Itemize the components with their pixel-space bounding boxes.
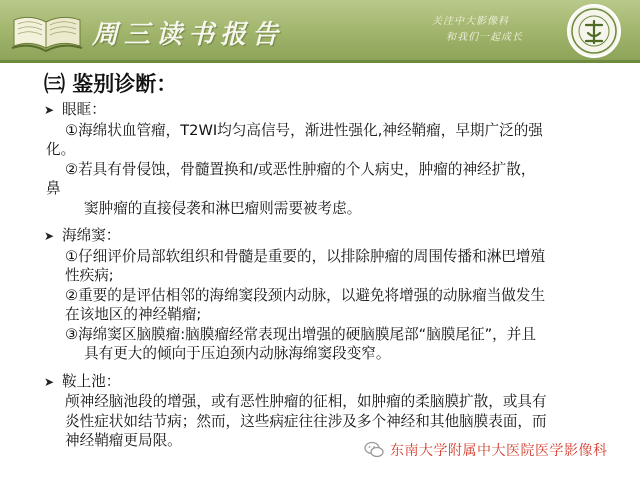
suprasellar-line1: 颅神经脑池段的增强，或有恶性肿瘤的征相，如肿瘤的柔脑膜扩散，或具有 — [65, 393, 547, 410]
orbit-item2-line-b: 鼻 — [46, 180, 61, 197]
banner-slogan-line1: 关注中大影像科 — [432, 16, 509, 27]
wechat-icon — [364, 441, 384, 459]
list-item — [44, 372, 614, 393]
suprasellar-line3: 神经鞘瘤更局限。 — [65, 432, 182, 449]
seal-icon — [566, 3, 622, 59]
list-item — [44, 226, 614, 247]
banner-slogan-line2: 和我们一起成长 — [446, 32, 523, 43]
orbit-item1-line-b: 化。 — [46, 141, 76, 158]
orbit-item2-line-c: 窦肿瘤的直接侵袭和淋巴瘤则需要被考虑。 — [84, 199, 362, 217]
header-banner — [0, 0, 640, 63]
orbit-item2-line-a: ②若具有骨侵蚀，骨髓置换和/或恶性肿瘤的个人病史，肿瘤的神经扩散， — [65, 160, 536, 178]
section-title-cavernous: 海绵窦： — [62, 227, 121, 244]
cavernous-item3-line-a: ③海绵窦区脑膜瘤:脑膜瘤经常表现出增强的硬脑膜尾部“脑膜尾征”，并且 — [65, 325, 536, 343]
book-icon — [10, 8, 84, 54]
arrow-bullet-icon: ➤ — [44, 374, 55, 389]
cavernous-item2-line-a: ②重要的是评估相邻的海绵窦段颈内动脉，以避免将增强的动脉瘤当做发生 — [65, 286, 546, 304]
arrow-bullet-icon: ➤ — [44, 229, 55, 243]
arrow-bullet-icon: ➤ — [44, 103, 55, 117]
list-item — [44, 100, 614, 121]
cavernous-item1-line-b: 性疾病; — [65, 267, 114, 284]
page-heading: ㈢ 鉴别诊断： — [44, 72, 178, 96]
section-title-suprasellar: 鞍上池： — [62, 372, 121, 390]
cavernous-item3-line-b: 具有更大的倾向于压迫颈内动脉海绵窦段变窄。 — [84, 345, 391, 362]
watermark — [364, 440, 608, 460]
orbit-item1-line-a: ①海绵状血管瘤，T2WI均匀高信号，渐进性强化,神经鞘瘤，早期广泛的强 — [65, 121, 543, 139]
banner-title: 周三读书报告 — [92, 20, 285, 50]
cavernous-item2-line-b: 在该地区的神经鞘瘤; — [65, 306, 202, 323]
slide-body — [44, 100, 614, 451]
banner-stripe — [0, 60, 640, 63]
section-title-orbit: 眼眶： — [62, 101, 106, 118]
suprasellar-line2: 炎性症状如结节病；然而，这些病症往往涉及多个神经和其他脑膜表面，而 — [65, 412, 547, 430]
cavernous-item1-line-a: ①仔细评价局部软组织和骨髓是重要的，以排除肿瘤的周围传播和淋巴增殖 — [65, 247, 546, 265]
watermark-text: 东南大学附属中大医院医学影像科 — [390, 443, 608, 459]
